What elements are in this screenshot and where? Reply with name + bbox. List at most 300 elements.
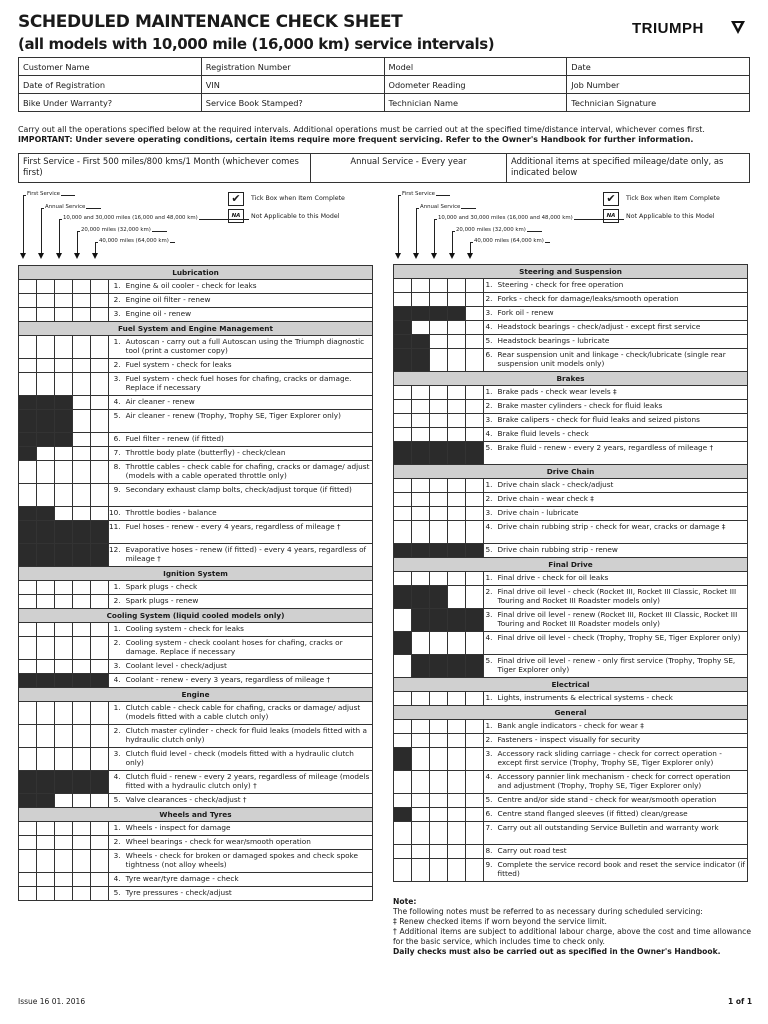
checkbox[interactable]: [448, 720, 466, 734]
checkbox[interactable]: [394, 771, 412, 794]
checkbox[interactable]: [91, 359, 109, 373]
checkbox[interactable]: [448, 293, 466, 307]
checkbox[interactable]: [448, 808, 466, 822]
checkbox[interactable]: [448, 279, 466, 293]
checklist-row: [19, 850, 373, 873]
item-number: 4.: [484, 428, 495, 442]
checkbox[interactable]: [448, 748, 466, 771]
checkbox[interactable]: [412, 845, 430, 859]
checkbox[interactable]: [55, 794, 73, 808]
checkbox[interactable]: [55, 461, 73, 484]
checkbox[interactable]: [412, 794, 430, 808]
checkbox[interactable]: [91, 410, 109, 433]
checkbox[interactable]: [430, 734, 448, 748]
checkbox[interactable]: [466, 734, 484, 748]
checkbox[interactable]: [394, 414, 412, 428]
checkbox[interactable]: [412, 414, 430, 428]
interval-label-annual: Annual Service: [45, 204, 86, 210]
checkbox[interactable]: [394, 428, 412, 442]
checkbox[interactable]: [19, 850, 37, 873]
checkbox[interactable]: [19, 595, 37, 609]
checkbox[interactable]: [73, 484, 91, 507]
checkbox[interactable]: [73, 836, 91, 850]
shaded-cell: [448, 307, 466, 321]
checkbox[interactable]: [430, 748, 448, 771]
checkbox[interactable]: [394, 400, 412, 414]
checkbox[interactable]: [430, 692, 448, 706]
checkbox[interactable]: [19, 836, 37, 850]
checkbox[interactable]: [430, 293, 448, 307]
checkbox[interactable]: [448, 349, 466, 372]
checkbox[interactable]: [73, 308, 91, 322]
checkbox[interactable]: [466, 794, 484, 808]
checkbox[interactable]: [430, 414, 448, 428]
checkbox[interactable]: [91, 836, 109, 850]
checkbox[interactable]: [412, 771, 430, 794]
item-text: Brake master cylinders - check for fluid leaks: [495, 400, 748, 414]
checkbox[interactable]: [430, 493, 448, 507]
checkbox[interactable]: [91, 461, 109, 484]
checkbox[interactable]: [466, 572, 484, 586]
checkbox[interactable]: [91, 447, 109, 461]
checkbox[interactable]: [412, 493, 430, 507]
checkbox[interactable]: [430, 845, 448, 859]
checkbox[interactable]: [412, 279, 430, 293]
checkbox[interactable]: [91, 725, 109, 748]
checkbox[interactable]: [19, 660, 37, 674]
checkbox[interactable]: [448, 692, 466, 706]
checkbox[interactable]: [19, 461, 37, 484]
page-subtitle: (all models with 10,000 mile (16,000 km) service intervals): [18, 35, 495, 53]
checkbox[interactable]: [466, 479, 484, 493]
checkbox[interactable]: [394, 609, 412, 632]
item-text: Evaporative hoses - renew (if fitted) - every 4 years, regardless of mileage †: [123, 544, 373, 567]
checkbox[interactable]: [73, 447, 91, 461]
checkbox[interactable]: [394, 822, 412, 845]
info-field[interactable]: Model: [384, 58, 567, 76]
checkbox[interactable]: [91, 623, 109, 637]
checkbox[interactable]: [37, 581, 55, 595]
checkbox[interactable]: [430, 632, 448, 655]
checkbox[interactable]: [37, 887, 55, 901]
checkbox[interactable]: [412, 748, 430, 771]
checklist-row: [394, 544, 748, 558]
checkbox[interactable]: [19, 822, 37, 836]
item-text: Cooling system - check coolant hoses for chafing, cracks or damage. Replace if necessary: [123, 637, 373, 660]
checkbox[interactable]: [412, 428, 430, 442]
checkbox[interactable]: [448, 845, 466, 859]
checkbox[interactable]: [37, 294, 55, 308]
checkbox[interactable]: [73, 280, 91, 294]
checkbox[interactable]: [412, 479, 430, 493]
info-field[interactable]: Bike Under Warranty?: [19, 94, 202, 112]
checkbox[interactable]: [37, 873, 55, 887]
checkbox[interactable]: [73, 822, 91, 836]
checkbox[interactable]: [448, 572, 466, 586]
checkbox[interactable]: [91, 850, 109, 873]
checkbox[interactable]: [412, 734, 430, 748]
info-field[interactable]: Technician Signature: [567, 94, 750, 112]
checkbox[interactable]: [466, 586, 484, 609]
checkbox[interactable]: [91, 484, 109, 507]
checkbox[interactable]: [19, 359, 37, 373]
info-field[interactable]: Date: [567, 58, 750, 76]
item-text: Final drive oil level - check (Trophy, Trophy SE, Tiger Explorer only): [495, 632, 748, 655]
section-header: [394, 465, 748, 479]
checkbox[interactable]: [448, 335, 466, 349]
checkbox[interactable]: [19, 484, 37, 507]
checkbox[interactable]: [430, 771, 448, 794]
checklist-row: [394, 279, 748, 293]
checkbox[interactable]: [19, 873, 37, 887]
checkbox[interactable]: [394, 479, 412, 493]
checkbox[interactable]: [448, 734, 466, 748]
checkbox[interactable]: [430, 720, 448, 734]
checkbox[interactable]: [466, 632, 484, 655]
checkbox[interactable]: [91, 887, 109, 901]
checkbox[interactable]: [19, 748, 37, 771]
item-text: Engine oil filter - renew: [123, 294, 373, 308]
checklist-row: [394, 400, 748, 414]
checkbox[interactable]: [37, 702, 55, 725]
checkbox[interactable]: [466, 400, 484, 414]
info-field[interactable]: Job Number: [567, 76, 750, 94]
checkbox[interactable]: [37, 461, 55, 484]
checkbox[interactable]: [37, 308, 55, 322]
checkbox[interactable]: [394, 279, 412, 293]
checkbox[interactable]: [91, 507, 109, 521]
item-text: Coolant - renew - every 3 years, regardless of mileage †: [123, 674, 373, 688]
checkbox[interactable]: [73, 748, 91, 771]
checkbox[interactable]: [37, 280, 55, 294]
checkbox[interactable]: [394, 507, 412, 521]
checkbox[interactable]: [412, 321, 430, 335]
checkbox[interactable]: [37, 484, 55, 507]
checkbox[interactable]: [466, 521, 484, 544]
checkbox[interactable]: [394, 521, 412, 544]
checkbox[interactable]: [55, 836, 73, 850]
item-text: Spark plugs - check: [123, 581, 373, 595]
checkbox[interactable]: [19, 637, 37, 660]
checkbox[interactable]: [73, 873, 91, 887]
checkbox[interactable]: [412, 507, 430, 521]
checkbox[interactable]: [466, 335, 484, 349]
checklist-row: [19, 336, 373, 359]
checkbox[interactable]: [55, 595, 73, 609]
checkbox[interactable]: [430, 794, 448, 808]
checkbox[interactable]: [412, 521, 430, 544]
checkbox[interactable]: [55, 359, 73, 373]
checkbox[interactable]: [19, 623, 37, 637]
shaded-cell: [37, 396, 55, 410]
shaded-cell: [55, 674, 73, 688]
checkbox[interactable]: [466, 386, 484, 400]
checkbox[interactable]: [448, 428, 466, 442]
checkbox[interactable]: [73, 410, 91, 433]
checkbox[interactable]: [91, 822, 109, 836]
checkbox[interactable]: [91, 581, 109, 595]
checkbox[interactable]: [73, 507, 91, 521]
info-field[interactable]: VIN: [201, 76, 384, 94]
checkbox[interactable]: [73, 595, 91, 609]
checkbox[interactable]: [466, 692, 484, 706]
checkbox[interactable]: [448, 521, 466, 544]
checkbox[interactable]: [55, 748, 73, 771]
checkbox[interactable]: [430, 335, 448, 349]
item-number: 2.: [484, 586, 495, 609]
checkbox[interactable]: [466, 428, 484, 442]
info-field[interactable]: Service Book Stamped?: [201, 94, 384, 112]
checkbox[interactable]: [394, 734, 412, 748]
checkbox[interactable]: [466, 414, 484, 428]
checkbox[interactable]: [73, 461, 91, 484]
checkbox[interactable]: [466, 748, 484, 771]
checkbox[interactable]: [19, 581, 37, 595]
checkbox[interactable]: [55, 373, 73, 396]
shaded-cell: [430, 655, 448, 678]
checkbox[interactable]: [412, 822, 430, 845]
checkbox[interactable]: [91, 702, 109, 725]
checklist-row: [19, 396, 373, 410]
checkbox[interactable]: [394, 493, 412, 507]
checkbox[interactable]: [73, 850, 91, 873]
checkbox[interactable]: [91, 308, 109, 322]
checkbox[interactable]: [73, 702, 91, 725]
checkbox[interactable]: [73, 294, 91, 308]
shaded-cell: [394, 586, 412, 609]
checkbox[interactable]: [55, 637, 73, 660]
checkbox[interactable]: [448, 859, 466, 882]
checkbox[interactable]: [466, 808, 484, 822]
checkbox[interactable]: [430, 859, 448, 882]
checkbox[interactable]: [91, 748, 109, 771]
checkbox[interactable]: [55, 447, 73, 461]
checkbox[interactable]: [19, 280, 37, 294]
checkbox[interactable]: [448, 321, 466, 335]
checkbox[interactable]: [448, 400, 466, 414]
checkbox[interactable]: [394, 859, 412, 882]
checkbox[interactable]: [55, 623, 73, 637]
checkbox[interactable]: [91, 433, 109, 447]
checkbox[interactable]: [466, 293, 484, 307]
checkbox[interactable]: [394, 386, 412, 400]
checkbox[interactable]: [73, 660, 91, 674]
checkbox[interactable]: [448, 493, 466, 507]
checkbox[interactable]: [394, 572, 412, 586]
checklist-row: [394, 307, 748, 321]
checkbox[interactable]: [394, 794, 412, 808]
checkbox[interactable]: [73, 336, 91, 359]
checkbox[interactable]: [394, 845, 412, 859]
checkbox[interactable]: [394, 655, 412, 678]
checkbox[interactable]: [91, 595, 109, 609]
checkbox[interactable]: [412, 632, 430, 655]
checkbox[interactable]: [73, 359, 91, 373]
checkbox[interactable]: [55, 581, 73, 595]
checkbox[interactable]: [448, 479, 466, 493]
checkbox[interactable]: [91, 336, 109, 359]
item-text: Tyre pressures - check/adjust: [123, 887, 373, 901]
checkbox[interactable]: [430, 521, 448, 544]
checkbox[interactable]: [466, 859, 484, 882]
checkbox[interactable]: [73, 623, 91, 637]
checkbox[interactable]: [19, 725, 37, 748]
checkbox[interactable]: [55, 280, 73, 294]
shaded-cell: [37, 433, 55, 447]
checkbox[interactable]: [448, 822, 466, 845]
checkbox[interactable]: [448, 414, 466, 428]
checkbox[interactable]: [412, 808, 430, 822]
checkbox[interactable]: [91, 794, 109, 808]
checkbox[interactable]: [466, 507, 484, 521]
checkbox[interactable]: [412, 572, 430, 586]
checkbox[interactable]: [37, 748, 55, 771]
checkbox[interactable]: [394, 293, 412, 307]
checkbox[interactable]: [55, 850, 73, 873]
checkbox[interactable]: [73, 887, 91, 901]
item-text: Final drive oil level - renew (Rocket III, Rocket III Classic, Rocket III Touring and Rocket III Roadster models only): [495, 609, 748, 632]
item-number: 11.: [109, 521, 123, 544]
info-field[interactable]: Registration Number: [201, 58, 384, 76]
checkbox[interactable]: [19, 294, 37, 308]
checkbox[interactable]: [412, 859, 430, 882]
info-field[interactable]: Customer Name: [19, 58, 202, 76]
checkbox[interactable]: [466, 845, 484, 859]
checkbox[interactable]: [91, 660, 109, 674]
checkbox[interactable]: [430, 572, 448, 586]
checkbox[interactable]: [466, 349, 484, 372]
checkbox[interactable]: [37, 660, 55, 674]
item-text: Tyre wear/tyre damage - check: [123, 873, 373, 887]
checkbox[interactable]: [19, 336, 37, 359]
checkbox[interactable]: [430, 386, 448, 400]
checkbox[interactable]: [448, 794, 466, 808]
section-title: Steering and Suspension: [394, 265, 748, 279]
shaded-cell: [466, 609, 484, 632]
checkbox[interactable]: [430, 822, 448, 845]
checkbox[interactable]: [430, 428, 448, 442]
checkbox[interactable]: [55, 887, 73, 901]
checkbox[interactable]: [73, 725, 91, 748]
checkbox[interactable]: [466, 771, 484, 794]
checkbox[interactable]: [37, 836, 55, 850]
checkbox[interactable]: [37, 725, 55, 748]
checkbox[interactable]: [55, 294, 73, 308]
item-number: 5.: [484, 655, 495, 678]
checkbox[interactable]: [55, 308, 73, 322]
checkbox[interactable]: [73, 794, 91, 808]
checkbox[interactable]: [37, 822, 55, 836]
checkbox[interactable]: [466, 279, 484, 293]
checkbox[interactable]: [430, 321, 448, 335]
shaded-cell: [466, 442, 484, 465]
important-notice: IMPORTANT: Under severe operating conditions, certain items require more frequent servicing. Refer to the Owner's Handbook for further information.: [18, 135, 694, 144]
checkbox[interactable]: [55, 484, 73, 507]
checkbox[interactable]: [430, 400, 448, 414]
checkbox[interactable]: [55, 725, 73, 748]
checkbox[interactable]: [430, 349, 448, 372]
checkbox[interactable]: [19, 702, 37, 725]
checkbox[interactable]: [466, 321, 484, 335]
checkbox[interactable]: [466, 493, 484, 507]
section-title: Ignition System: [19, 567, 373, 581]
checkbox[interactable]: [73, 396, 91, 410]
checkbox[interactable]: [448, 586, 466, 609]
checkbox[interactable]: [19, 887, 37, 901]
checkbox[interactable]: [55, 873, 73, 887]
checkbox[interactable]: [73, 637, 91, 660]
checkbox[interactable]: [448, 386, 466, 400]
checkbox[interactable]: [430, 279, 448, 293]
checkbox[interactable]: [37, 595, 55, 609]
checkbox[interactable]: [91, 637, 109, 660]
checkbox[interactable]: [19, 373, 37, 396]
interval-arrow-icon: [449, 253, 455, 259]
checkbox[interactable]: [430, 479, 448, 493]
checklist-row: [394, 442, 748, 465]
checkbox[interactable]: [91, 873, 109, 887]
checkbox[interactable]: [37, 359, 55, 373]
checkbox[interactable]: [55, 822, 73, 836]
checkbox[interactable]: [55, 507, 73, 521]
checkbox[interactable]: [91, 294, 109, 308]
checkbox[interactable]: [466, 720, 484, 734]
checkbox[interactable]: [37, 373, 55, 396]
checkbox[interactable]: [73, 581, 91, 595]
checkbox[interactable]: [91, 396, 109, 410]
checkbox[interactable]: [73, 373, 91, 396]
checkbox[interactable]: [430, 507, 448, 521]
info-field[interactable]: Date of Registration: [19, 76, 202, 94]
checkbox[interactable]: [37, 637, 55, 660]
checkbox[interactable]: [430, 808, 448, 822]
checkbox[interactable]: [55, 660, 73, 674]
checkbox[interactable]: [466, 307, 484, 321]
item-number: 5.: [484, 794, 495, 808]
checkbox[interactable]: [37, 447, 55, 461]
checkbox[interactable]: [73, 433, 91, 447]
checkbox[interactable]: [448, 771, 466, 794]
tick-icon: ✔: [603, 192, 619, 206]
checkbox[interactable]: [19, 308, 37, 322]
checklist-row: [19, 461, 373, 484]
info-field[interactable]: Odometer Reading: [384, 76, 567, 94]
checkbox[interactable]: [37, 850, 55, 873]
tick-icon: ✔: [228, 192, 244, 206]
item-number: 5.: [109, 887, 123, 901]
checkbox[interactable]: [37, 336, 55, 359]
shaded-cell: [73, 674, 91, 688]
checkbox[interactable]: [412, 293, 430, 307]
checkbox[interactable]: [412, 400, 430, 414]
checkbox[interactable]: [394, 692, 412, 706]
info-field[interactable]: Technician Name: [384, 94, 567, 112]
checkbox[interactable]: [55, 702, 73, 725]
checkbox[interactable]: [448, 632, 466, 655]
checkbox[interactable]: [466, 822, 484, 845]
page-number: 1 of 1: [728, 997, 753, 1006]
checkbox[interactable]: [412, 692, 430, 706]
item-text: Drive chain - wear check ‡: [495, 493, 748, 507]
checkbox[interactable]: [412, 720, 430, 734]
checkbox[interactable]: [448, 507, 466, 521]
checkbox[interactable]: [91, 373, 109, 396]
checkbox[interactable]: [394, 720, 412, 734]
checkbox[interactable]: [37, 623, 55, 637]
checkbox[interactable]: [412, 386, 430, 400]
checkbox[interactable]: [55, 336, 73, 359]
checkbox[interactable]: [91, 280, 109, 294]
